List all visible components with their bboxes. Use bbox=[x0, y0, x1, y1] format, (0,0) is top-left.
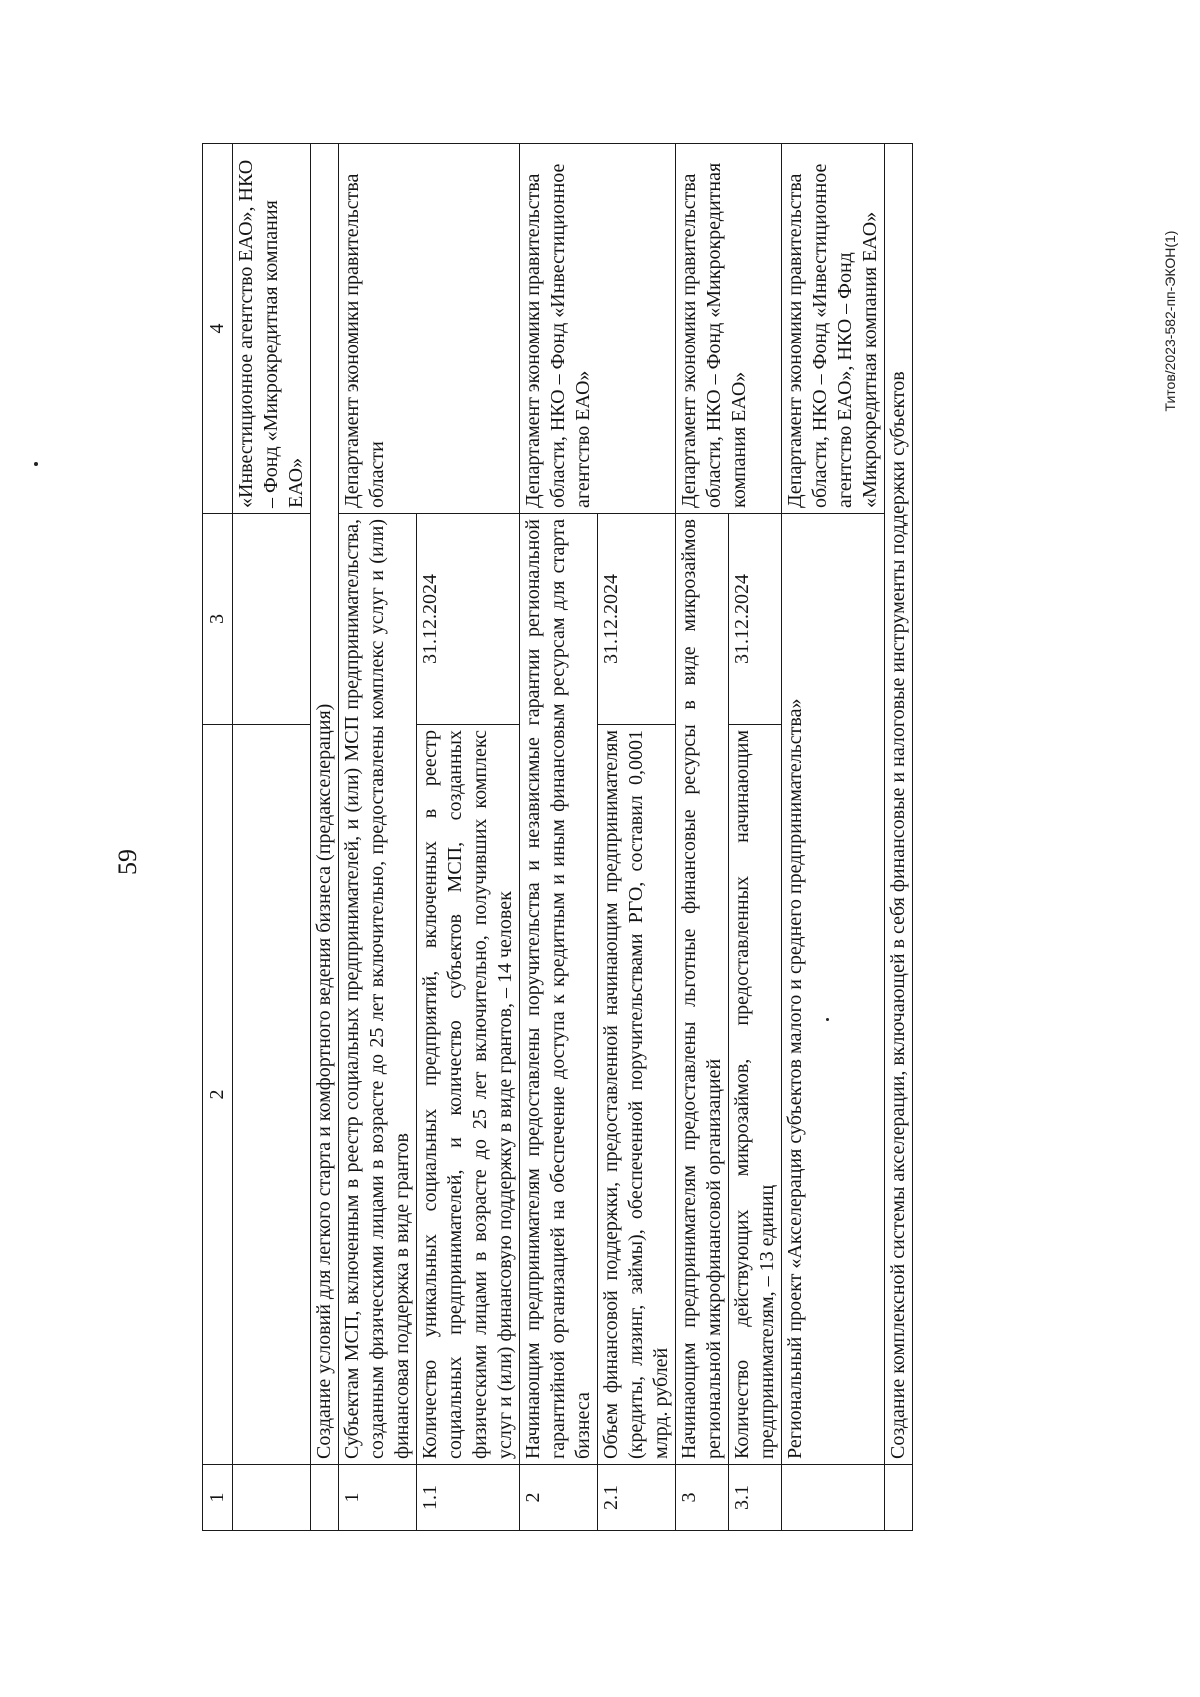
table-header-row bbox=[203, 144, 233, 1531]
cell-num bbox=[311, 1465, 339, 1531]
cell-responsible: Департамент экономики правительства области bbox=[339, 144, 520, 514]
cell-date: 31.12.2024 bbox=[729, 514, 782, 725]
table-row bbox=[233, 144, 311, 1531]
table-row bbox=[339, 144, 417, 1531]
cell-num: 3 bbox=[676, 1465, 729, 1531]
cell-text: Начинающим предпринимателям предоставлены льготные финансовые ресурсы в виде микрозаймов региональной микрофинансовой организацией bbox=[676, 514, 729, 1465]
column-header: 1 bbox=[203, 1465, 233, 1531]
column-header: 3 bbox=[203, 514, 233, 725]
rotated-page bbox=[202, 144, 1048, 1531]
table-row bbox=[676, 144, 729, 1531]
scan-speck bbox=[34, 462, 38, 466]
footer-code: Титов/2023-582-пп-ЭКОН(1) bbox=[1162, 230, 1178, 412]
cell-text: Количество уникальных социальных предприятий, включенных в реестр социальных предпринимателей, и количество субъектов МСП, созданных физическими лицами в возрасте до 25 лет включительно, получивших комплекс услуг и (или) финансовую поддержку в виде грантов, – 14 человек bbox=[417, 725, 520, 1465]
project-title: Региональный проект «Акселерация субъектов малого и среднего предпринимательства» bbox=[782, 514, 885, 1465]
cell-text: Начинающим предпринимателям предоставлены поручительства и независимые гарантии региональной гарантийной организацией на обеспечение доступа к кредитным и иным финансовым ресурсам для старта бизнеса bbox=[520, 514, 598, 1465]
cell-responsible: Департамент экономики правительства области, НКО – Фонд «Микрокредитная компания ЕАО» bbox=[676, 144, 782, 514]
column-header: 2 bbox=[203, 725, 233, 1465]
section-row bbox=[311, 144, 339, 1531]
cell-date: 31.12.2024 bbox=[598, 514, 676, 725]
cell-responsible: Департамент экономики правительства области, НКО – Фонд «Инвестиционное агентство ЕАО» bbox=[520, 144, 676, 514]
cell-num: 1.1 bbox=[417, 1465, 520, 1531]
cell-num: 1 bbox=[339, 1465, 417, 1531]
page-number: 59 bbox=[113, 849, 142, 875]
measures-table bbox=[202, 143, 913, 1531]
cell-text: Количество действующих микрозаймов, предоставленных начинающим предпринимателям, – 13 единиц bbox=[729, 725, 782, 1465]
cell-num bbox=[233, 1465, 311, 1531]
cell-text: Субъектам МСП, включенным в реестр социальных предпринимателей, и (или) МСП предпринимательства, созданным физическими лицами в возрасте до 25 лет включительно, предоставлены комплекс услуг и (или) финансовая поддержка в виде грантов bbox=[339, 514, 417, 1465]
cell-num bbox=[782, 1465, 885, 1531]
cell-date: 31.12.2024 bbox=[417, 514, 520, 725]
column-header: 4 bbox=[203, 144, 233, 514]
section-row bbox=[885, 144, 913, 1531]
cell-text: Объем финансовой поддержки, предоставленной начинающим предпринимателям (кредиты, лизинг, займы), обеспеченной поручительствами РГО, составил 0,0001 млрд. рублей bbox=[598, 725, 676, 1465]
cell-num bbox=[885, 1465, 913, 1531]
section-title: Создание комплексной системы акселерации, включающей в себя финансовые и налоговые инструменты поддержки субъектов bbox=[885, 144, 913, 1465]
cell-num: 2.1 bbox=[598, 1465, 676, 1531]
cell-num: 2 bbox=[520, 1465, 598, 1531]
cell-date bbox=[233, 514, 311, 725]
section-title: Создание условий для легкого старта и комфортного ведения бизнеса (предакселерация) bbox=[311, 144, 339, 1465]
cell-text bbox=[233, 725, 311, 1465]
table-row bbox=[520, 144, 598, 1531]
cell-responsible: «Инвестиционное агентство ЕАО», НКО – Фонд «Микрокредитная компания ЕАО» bbox=[233, 144, 311, 514]
cell-num: 3.1 bbox=[729, 1465, 782, 1531]
cell-responsible: Департамент экономики правительства области, НКО – Фонд «Инвестиционное агентство ЕАО», НКО – Фонд «Микрокредитная компания ЕАО» bbox=[782, 144, 885, 514]
project-row bbox=[782, 144, 885, 1531]
